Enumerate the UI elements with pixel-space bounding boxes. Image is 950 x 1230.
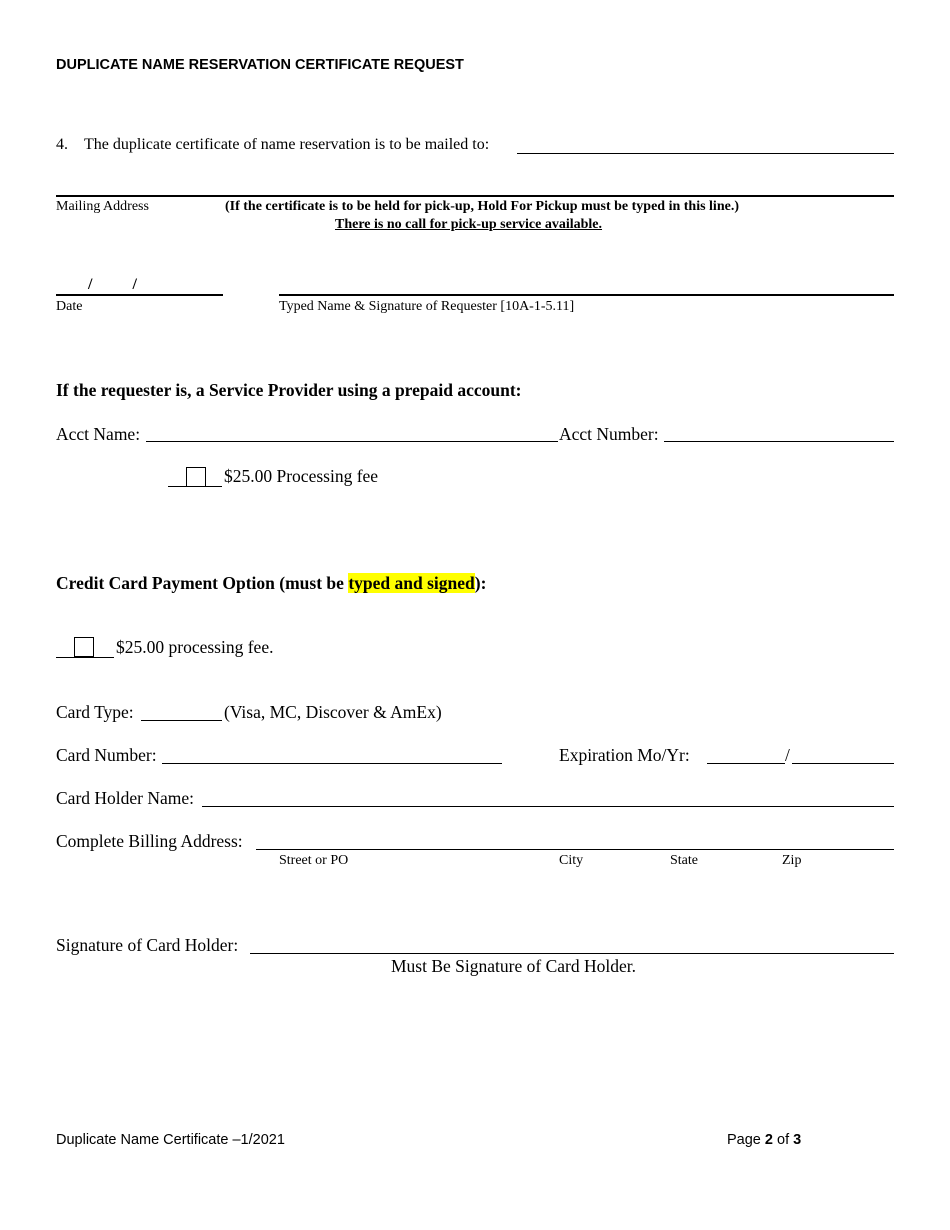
signature-note: Must Be Signature of Card Holder. [391,956,636,976]
requester-name-label: Typed Name & Signature of Requester [10A-1-5.11] [279,299,575,314]
acct-number-label: Acct Number: [559,424,659,444]
cc-processing-fee-checkbox[interactable] [74,637,94,657]
card-type-options: (Visa, MC, Discover & AmEx) [224,702,442,722]
expiration-year-field[interactable] [792,763,894,764]
pickup-note-2: There is no call for pick-up service available. [335,217,603,232]
acct-name-label: Acct Name: [56,424,141,444]
footer-form-id: Duplicate Name Certificate –1/2021 [56,1132,285,1148]
expiration-slash: / [785,745,790,765]
processing-fee-checkbox[interactable] [186,467,206,487]
card-number-field[interactable] [162,763,502,764]
highlight: typed and signed [348,573,475,593]
date-label: Date [56,299,83,314]
card-holder-name-label: Card Holder Name: [56,788,195,808]
item-number: 4. [56,136,68,153]
cc-fee-line [56,657,114,658]
processing-fee-label: $25.00 Processing fee [224,466,379,486]
date-field[interactable] [56,294,223,296]
card-holder-signature-field[interactable] [250,953,894,954]
street-label: Street or PO [279,853,349,868]
requester-signature-field[interactable] [279,294,894,296]
billing-address-field[interactable] [256,849,894,850]
card-holder-name-field[interactable] [202,806,894,807]
service-provider-heading: If the requester is, a Service Provider using a prepaid account: [56,380,522,400]
date-slashes: / / [88,276,137,293]
credit-card-heading: Credit Card Payment Option (must be typed and signed): [56,573,487,593]
pickup-note: (If the certificate is to be held for pick-up, Hold For Pickup must be typed in this line.) [225,199,739,214]
expiration-label: Expiration Mo/Yr: [559,745,690,765]
card-holder-signature-label: Signature of Card Holder: [56,935,239,955]
acct-number-field[interactable] [664,441,894,442]
state-label: State [670,853,698,868]
mailing-instruction: The duplicate certificate of name reservation is to be mailed to: [84,136,490,153]
zip-label: Zip [782,853,802,868]
mailed-to-field[interactable] [517,153,894,154]
page-title: DUPLICATE NAME RESERVATION CERTIFICATE REQUEST [56,57,464,73]
card-type-label: Card Type: [56,702,134,722]
acct-name-field[interactable] [146,441,558,442]
billing-address-label: Complete Billing Address: [56,831,243,851]
mailing-address-label: Mailing Address [56,199,149,214]
city-label: City [559,853,584,868]
cc-processing-fee-label: $25.00 processing fee. [116,637,274,657]
card-type-field[interactable] [141,720,222,721]
card-number-label: Card Number: [56,745,157,765]
expiration-month-field[interactable] [707,763,785,764]
page-number: Page 2 of 3 [727,1132,802,1148]
mailing-address-field[interactable] [56,195,894,197]
